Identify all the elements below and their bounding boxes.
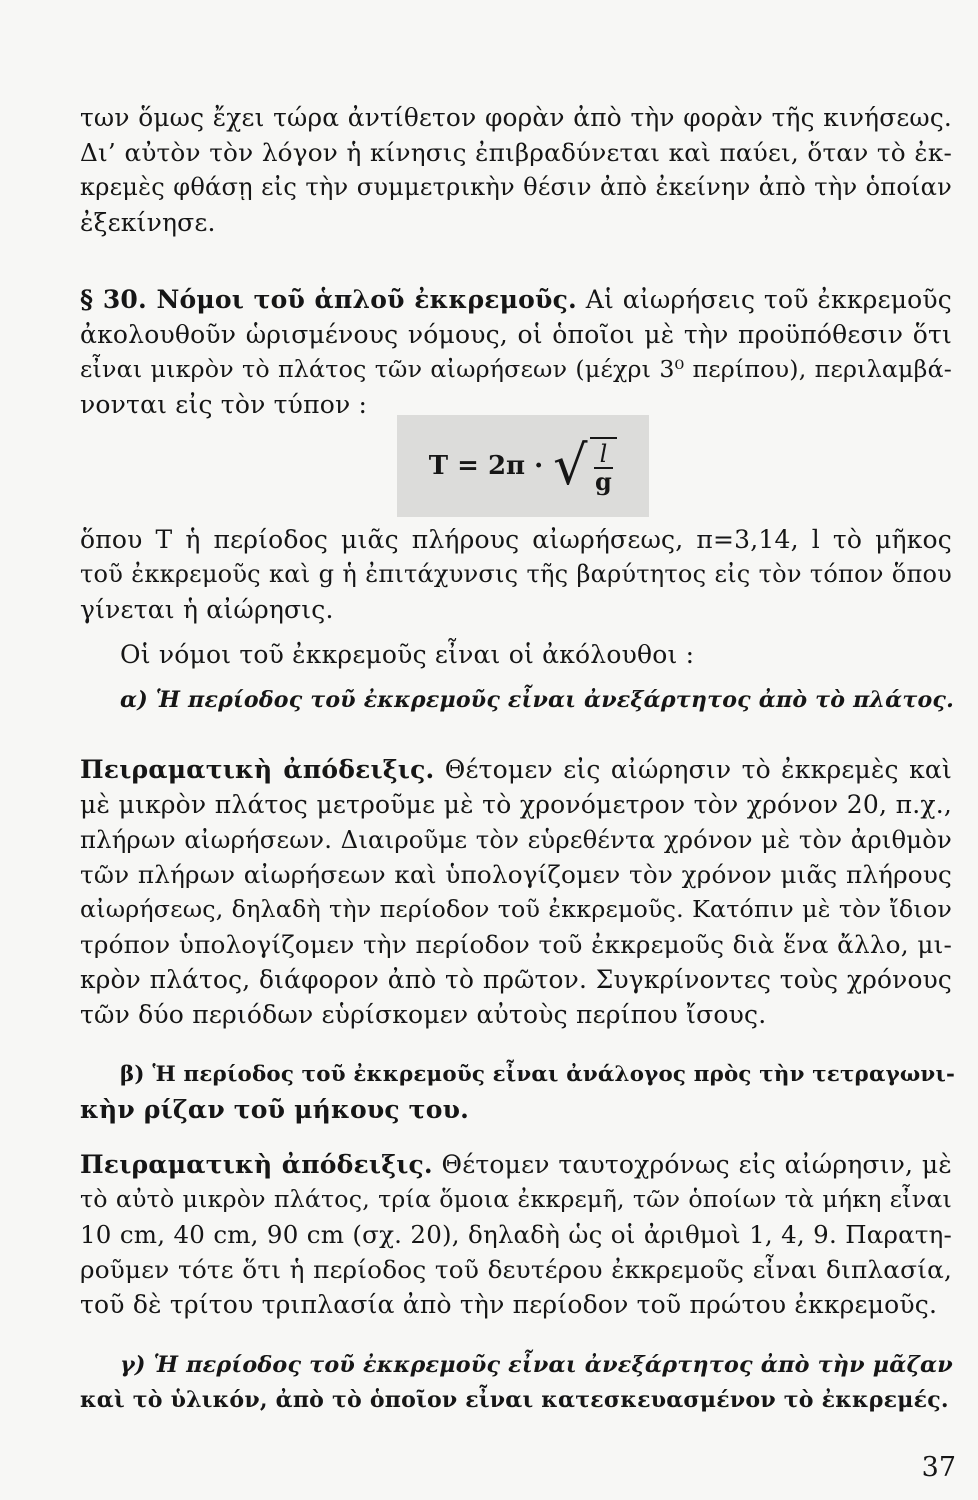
text-line: νονται εἰς τὸν τύπον : <box>80 390 368 419</box>
radical-sign-icon: √ <box>553 434 588 497</box>
text-line: τοῦ δὲ τρίτου τριπλασία ἀπὸ τὴν περίοδον τοῦ πρώτου ἐκκρεμοῦς. <box>80 1290 938 1319</box>
text-line: τὸ αὐτὸ μικρὸν πλάτος, τρία ὅμοια ἐκκρεμῆ, τῶν ὁποίων τὰ μήκη εἶναι <box>80 1185 952 1213</box>
text-line: κρὸν πλάτος, διάφορον ἀπὸ τὸ πρῶτον. Συγκρίνοντες τοὺς χρόνους <box>80 965 952 994</box>
text-line: τρόπον ὑπολογίζομεν τὴν περίοδον τοῦ ἐκκρεμοῦς διὰ ἕνα ἄλλο, μι- <box>80 930 952 959</box>
section-30-paragraph <box>80 282 952 422</box>
law-b-line: β) Ἡ περίοδος τοῦ ἐκκρεμοῦς εἶναι ἀνάλογος πρὸς τὴν τετραγωνι- <box>120 1062 956 1087</box>
text-line: ροῦμεν τότε ὅτι ἡ περίοδος τοῦ δευτέρου ἐκκρεμοῦς εἶναι διπλασία, <box>80 1255 952 1284</box>
proof-b-first-rest: Θέτομεν ταυτοχρόνως εἰς αἰώρησιν, μὲ <box>441 1150 952 1179</box>
text-line: των ὅμως ἔχει τώρα ἀντίθετον φορὰν ἀπὸ τὴν φορὰν τῆς κινήσεως. <box>80 103 952 132</box>
proof-label: Πειραματικὴ ἀπόδειξις. <box>80 1150 433 1179</box>
text-line: εἶναι μικρὸν τὸ πλάτος τῶν αἰωρήσεων (μέχρι 3⁰ περίπου), περιλαμβά- <box>80 355 952 383</box>
text-line: ἀκολουθοῦν ὡρισμένους νόμους, οἱ ὁποῖοι μὲ τὴν προϋπόθεσιν ὅτι <box>80 320 952 349</box>
law-a-statement: α) Ἡ περίοδος τοῦ ἐκκρεμοῦς εἶναι ἀνεξάρτητος ἀπὸ τὸ πλάτος. <box>120 687 954 713</box>
proof-a-first-rest: Θέτομεν εἰς αἰώρησιν τὸ ἐκκρεμὲς καὶ <box>444 755 952 784</box>
fraction-numerator: l <box>594 441 614 469</box>
proof-a <box>80 752 952 1032</box>
fraction <box>590 437 618 495</box>
formula-explanation <box>80 522 952 627</box>
fraction-denominator: g <box>595 467 612 496</box>
proof-a-first-line <box>80 752 952 787</box>
paragraph-continuation <box>80 100 952 240</box>
text-line: 10 cm, 40 cm, 90 cm (σχ. 20), δηλαδὴ ὡς οἱ ἀριθμοὶ 1, 4, 9. Παρατη- <box>80 1220 952 1249</box>
text-line: γίνεται ἡ αἰώρησις. <box>80 595 334 624</box>
text-line: αἰωρήσεως, δηλαδὴ τὴν περίοδον τοῦ ἐκκρεμοῦς. Κατόπιν μὲ τὸν ἴδιον <box>80 895 952 923</box>
text-line: τῶν πλήρων αἰωρήσεων καὶ ὑπολογίζομεν τὸν χρόνον μιᾶς πλήρους <box>80 860 952 889</box>
laws-intro <box>80 637 952 672</box>
proof-b <box>80 1147 952 1322</box>
law-b-line: κὴν ρίζαν τοῦ μήκους του. <box>80 1095 470 1124</box>
text-line: ἐξεκίνησε. <box>80 208 216 237</box>
section-heading-line <box>80 282 952 317</box>
law-c <box>80 1348 952 1418</box>
text-line: τοῦ ἐκκρεμοῦς καὶ g ἡ ἐπιτάχυνσις τῆς βαρύτητος εἰς τὸν τόπον ὅπου <box>80 560 952 588</box>
text-line: πλήρων αἰωρήσεων. Διαιροῦμε τὸν εὑρεθέντα χρόνον μὲ τὸν ἀριθμὸν <box>80 825 952 854</box>
text-line: ὅπου T ἡ περίοδος μιᾶς πλήρους αἰωρήσεως, π=3,14, l τὸ μῆκος <box>80 525 952 554</box>
pendulum-formula-box <box>397 415 649 517</box>
law-c-line: καὶ τὸ ὑλικόν, ἀπὸ τὸ ὁποῖον εἶναι κατεσκευασμένον τὸ ἐκκρεμές. <box>80 1387 949 1413</box>
proof-label: Πειραματικὴ ἀπόδειξις. <box>80 755 435 784</box>
section-heading-rest: Αἱ αἰωρήσεις τοῦ ἐκκρεμοῦς <box>585 285 952 314</box>
text-line: Δι’ αὐτὸν τὸν λόγον ἡ κίνησις ἐπιβραδύνεται καὶ παύει, ὅταν τὸ ἐκ- <box>80 138 952 167</box>
pendulum-formula <box>397 415 649 517</box>
text-line: τῶν δύο περιόδων εὑρίσκομεν αὐτοὺς περίπου ἴσους. <box>80 1000 767 1029</box>
proof-b-first-line <box>80 1147 952 1182</box>
law-c-line: γ) Ἡ περίοδος τοῦ ἐκκρεμοῦς εἶναι ἀνεξάρτητος ἀπὸ τὴν μᾶζαν <box>120 1352 953 1378</box>
square-root <box>553 434 617 497</box>
page-number: 37 <box>921 1452 956 1483</box>
section-heading: § 30. Νόμοι τοῦ ἁπλοῦ ἐκκρεμοῦς. <box>80 285 577 314</box>
law-b <box>80 1057 956 1127</box>
text-line: κρεμὲς φθάσῃ εἰς τὴν συμμετρικὴν θέσιν ἀπὸ ἐκείνην ἀπὸ τὴν ὁποίαν <box>80 173 952 201</box>
formula-lhs: T = 2π · <box>428 451 544 481</box>
text-line: Οἱ νόμοι τοῦ ἐκκρεμοῦς εἶναι οἱ ἀκόλουθοι : <box>120 640 695 669</box>
law-a <box>80 683 952 718</box>
text-line: μὲ μικρὸν πλάτος μετροῦμε μὲ τὸ χρονόμετρον τὸν χρόνον 20, π.χ., <box>80 790 952 819</box>
